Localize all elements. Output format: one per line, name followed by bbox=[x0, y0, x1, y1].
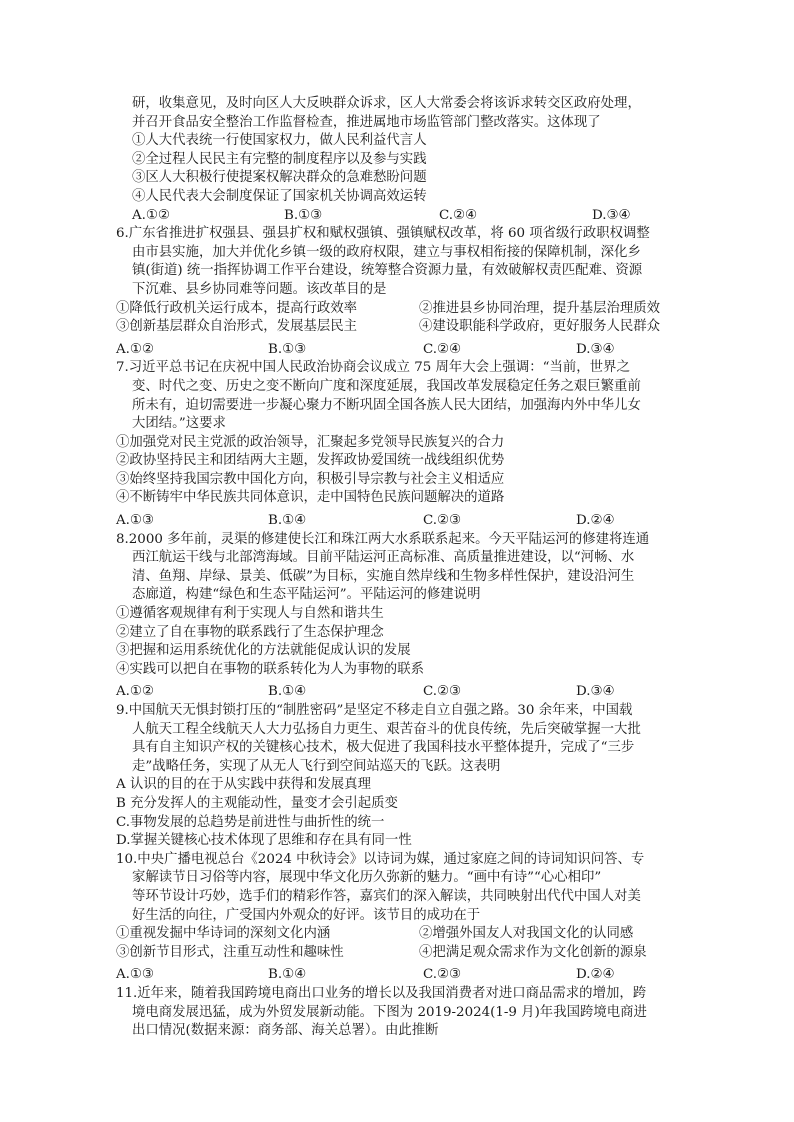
option-c[interactable]: C.②④ bbox=[439, 207, 478, 223]
question-11-stem-line: 11.近年来，随着我国跨境电商出口业务的增长以及我国消费者对进口商品需求的增加，跨 bbox=[116, 985, 647, 1001]
question-6-stem-line: 由市县实施，加大并优化乡镇一级的政府权限，建立与事权相衔接的保障机制，深化乡 bbox=[132, 244, 641, 260]
question-5 bbox=[116, 95, 686, 225]
question-9-choice-c[interactable]: C.事物发展的总趋势是前进性与曲折性的统一 bbox=[116, 814, 385, 830]
question-9-stem-line: 具有自主知识产权的关键核心技术，极大促进了我国科技水平整体提升，完成了“三步 bbox=[132, 740, 635, 756]
question-7-statement: ④不断铸牢中华民族共同体意识，走中国特色民族问题解决的道路 bbox=[116, 490, 505, 506]
option-d[interactable]: D.③④ bbox=[576, 684, 615, 700]
question-8-stem-line: 清、鱼翔、岸绿、景美、低碳”为目标，实施自然岸线和生物多样性保护，建设沿河生 bbox=[132, 568, 635, 584]
option-c[interactable]: C.②③ bbox=[423, 513, 462, 529]
option-c[interactable]: C.②③ bbox=[423, 684, 462, 700]
question-6-stem-line: 镇(街道) 统一指挥协调工作平台建设，统筹整合资源力量，有效破解权责匹配难、资源 bbox=[132, 263, 643, 279]
question-6-statement-row bbox=[116, 300, 686, 319]
question-6-stem-line: 下沉难、县乡协同难等问题。该改革目的是 bbox=[132, 281, 387, 297]
question-9 bbox=[116, 702, 686, 851]
option-a[interactable]: A.①② bbox=[132, 207, 170, 223]
option-d[interactable]: D.③④ bbox=[576, 341, 615, 357]
question-10-statement-row bbox=[116, 944, 686, 963]
question-7-statement: ①加强党对民主党派的政治领导，汇聚起多党领导民族复兴的合力 bbox=[116, 434, 505, 450]
question-8-statement: ②建立了自在事物的联系践行了生态保护理念 bbox=[116, 624, 384, 640]
question-10-statement-row bbox=[116, 925, 686, 944]
question-7-statement: ②政协坚持民主和团结两大主题，发挥政协爱国统一战线组织优势 bbox=[116, 453, 505, 469]
question-5-stem-line: 并召开食品安全整治工作监督检查，推进属地市场监管部门整改落实。这体现了 bbox=[132, 114, 601, 130]
question-10-statement: ②增强外国友人对我国文化的认同感 bbox=[419, 926, 634, 942]
question-9-stem-line: 走”战略任务，实现了从无人飞行到空间站巡天的飞跃。这表明 bbox=[132, 758, 501, 774]
question-8-statement: ③把握和运用系统优化的方法就能促成认识的发展 bbox=[116, 643, 411, 659]
question-8-options bbox=[116, 683, 686, 702]
question-5-statement: ①人大代表统一行使国家权力，做人民利益代言人 bbox=[132, 133, 427, 149]
question-7 bbox=[116, 359, 686, 530]
question-6-statement: ②推进县乡协同治理，提升基层治理质效 bbox=[419, 300, 661, 316]
option-b[interactable]: B.①③ bbox=[284, 207, 323, 223]
option-d[interactable]: D.②④ bbox=[576, 513, 615, 529]
exam-page bbox=[116, 95, 686, 1041]
question-8-stem-line: 西江航运干线与北部湾海域。目前平陆运河正高标准、高质量推进建设，以“河畅、水 bbox=[132, 550, 635, 566]
option-d[interactable]: D.③④ bbox=[592, 207, 631, 223]
option-b[interactable]: B.①④ bbox=[268, 513, 307, 529]
question-7-stem-line: 大团结。”这要求 bbox=[132, 416, 226, 432]
question-6-statement-row bbox=[116, 318, 686, 337]
option-d[interactable]: D.②④ bbox=[576, 967, 615, 983]
question-5-stem-line: 研，收集意见，及时向区人大反映群众诉求，区人大常委会将该诉求转交区政府处理， bbox=[132, 96, 641, 111]
question-7-stem-line: 变、时代之变、历史之变不断向广度和深度延展，我国改革发展稳定任务之艰巨繁重前 bbox=[132, 378, 641, 394]
question-7-statement: ③始终坚持我国宗教中国化方向，积极引导宗教与社会主义相适应 bbox=[116, 471, 505, 487]
question-10-stem-line: 好生活的向往，广受国内外观众的好评。该节目的成功在于 bbox=[132, 907, 481, 923]
question-6-options bbox=[116, 341, 686, 360]
option-a[interactable]: A.①③ bbox=[116, 513, 154, 529]
question-8-stem-line: 8.2000 多年前，灵渠的修建使长江和珠江两大水系联系起来。今天平陆运河的修建将连通 bbox=[116, 531, 650, 547]
question-11 bbox=[116, 985, 686, 1041]
question-8-statement: ①遵循客观规律有利于实现人与自然和谐共生 bbox=[116, 606, 384, 622]
question-5-statement: ④人民代表大会制度保证了国家机关协调高效运转 bbox=[132, 188, 427, 204]
question-6-stem-line: 6.广东省推进扩权强县、强县扩权和赋权强镇、强镇赋权改革，将 60 项省级行政职权调整 bbox=[116, 226, 650, 242]
option-a[interactable]: A.①② bbox=[116, 341, 154, 357]
question-10-stem-line: 家解读节日习俗等内容，展现中华文化历久弥新的魅力。“画中有诗”“心心相印” bbox=[132, 870, 602, 886]
question-9-choice-a[interactable]: A 认识的目的在于从实践中获得和发展真理 bbox=[116, 777, 371, 793]
question-5-options bbox=[116, 207, 686, 226]
question-10-stem-line: 等环节设计巧妙，选手们的精彩作答，嘉宾们的深入解读，共同映射出代代中国人对美 bbox=[132, 888, 641, 904]
question-6-statement: ③创新基层群众自治形式，发展基层民主 bbox=[116, 319, 358, 335]
question-9-stem-line: 9.中国航天无惧封锁打压的“制胜密码”是坚定不移走自立自强之路。30 余年来，中国载 bbox=[116, 703, 633, 718]
option-b[interactable]: B.①③ bbox=[268, 341, 307, 357]
option-c[interactable]: C.②③ bbox=[423, 967, 462, 983]
question-7-stem-line: 7.习近平总书记在庆祝中国人民政治协商会议成立 75 周年大会上强调：“当前，世界之 bbox=[116, 360, 630, 376]
question-10-statement: ④把满足观众需求作为文化创新的源泉 bbox=[419, 944, 647, 960]
question-10 bbox=[116, 851, 686, 985]
question-5-statement: ③区人大积极行使提案权解决群众的急难愁盼问题 bbox=[132, 170, 427, 186]
question-6-statement: ④建设职能科学政府，更好服务人民群众 bbox=[419, 319, 661, 335]
question-10-statement: ①重视发掘中华诗词的深刻文化内涵 bbox=[116, 926, 331, 942]
question-7-options bbox=[116, 512, 686, 531]
question-10-stem-line: 10.中央广播电视总台《2024 中秋诗会》以诗词为媒，通过家庭之间的诗词知识问答、专 bbox=[116, 851, 645, 867]
question-10-options bbox=[116, 966, 686, 985]
question-11-stem-line: 出口情况(数据来源：商务部、海关总署）。由此推断 bbox=[132, 1023, 439, 1039]
question-8 bbox=[116, 531, 686, 702]
question-6 bbox=[116, 225, 686, 359]
question-5-statement: ②全过程人民民主有完整的制度程序以及参与实践 bbox=[132, 151, 427, 167]
option-b[interactable]: B.①④ bbox=[268, 967, 307, 983]
question-7-stem-line: 所未有，迫切需要进一步凝心聚力不断巩固全国各族人民大团结，加强海内外中华儿女 bbox=[132, 397, 641, 413]
question-11-stem-line: 境电商发展迅猛，成为外贸发展新动能。下图为 2019-2024(1-9 月)年我国跨境电商进 bbox=[132, 1004, 647, 1020]
option-b[interactable]: B.①④ bbox=[268, 684, 307, 700]
question-6-statement: ①降低行政机关运行成本，提高行政效率 bbox=[116, 300, 358, 316]
question-9-choice-b[interactable]: B 充分发挥人的主观能动性，量变才会引起质变 bbox=[116, 795, 398, 811]
option-c[interactable]: C.②④ bbox=[423, 341, 462, 357]
option-a[interactable]: A.①③ bbox=[116, 967, 154, 983]
option-a[interactable]: A.①② bbox=[116, 684, 154, 700]
question-8-stem-line: 态廊道，构建“绿色和生态平陆运河”。平陆运河的修建说明 bbox=[132, 587, 481, 603]
question-9-choice-d[interactable]: D.掌握关键核心技术体现了思维和存在具有同一性 bbox=[116, 833, 412, 849]
question-10-statement: ③创新节目形式，注重互动性和趣味性 bbox=[116, 944, 344, 960]
question-9-stem-line: 人航天工程全线航天人大力弘扬自力更生、艰苦奋斗的优良传统，先后突破掌握一大批 bbox=[132, 721, 641, 737]
question-8-statement: ④实践可以把自在事物的联系转化为人为事物的联系 bbox=[116, 661, 424, 677]
